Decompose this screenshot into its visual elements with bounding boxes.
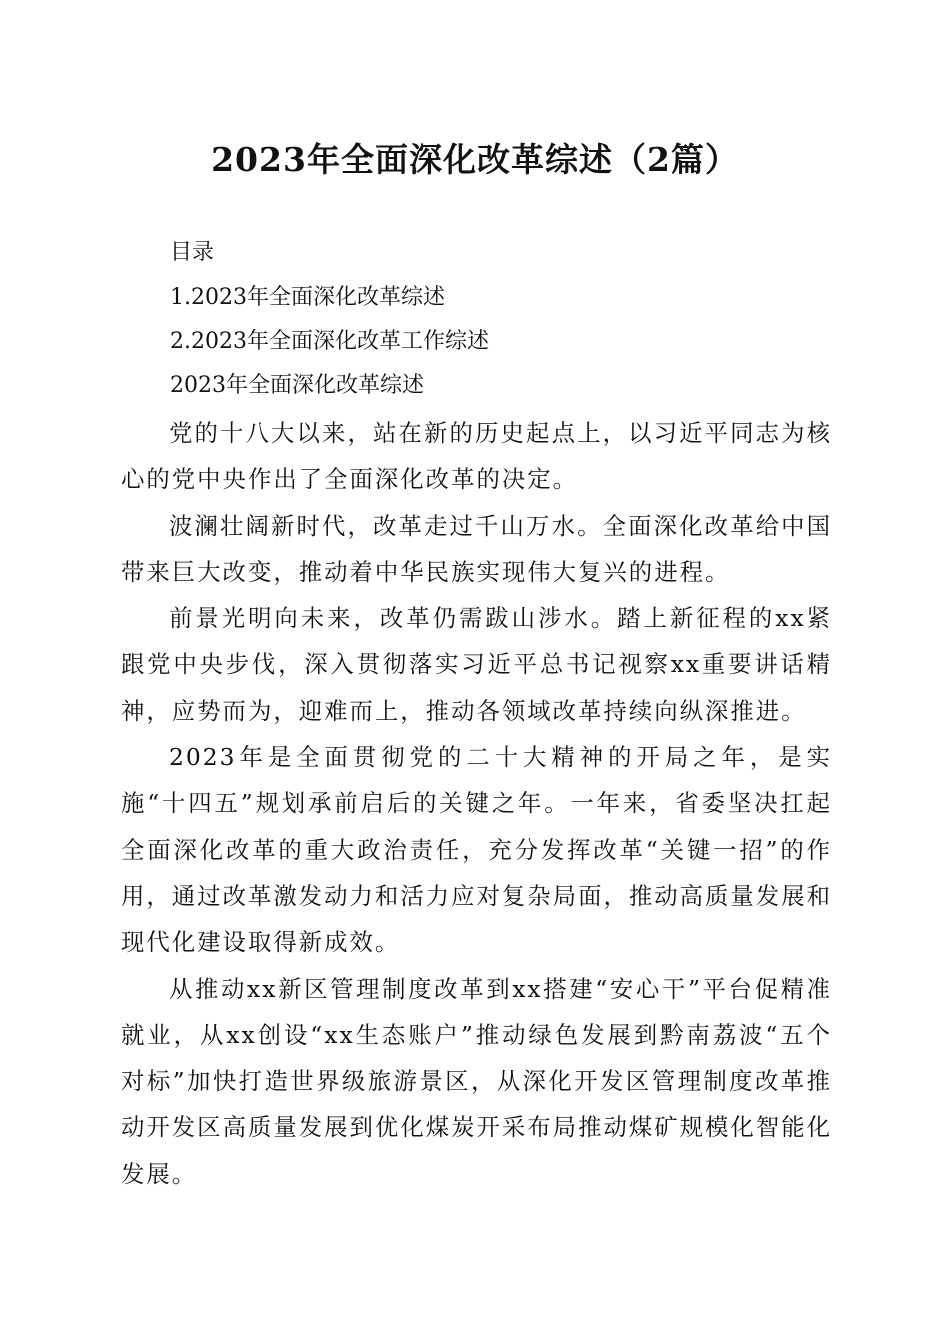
toc-heading: 目录 bbox=[170, 240, 215, 265]
paragraph: 波澜壮阔新时代，改革走过千山万水。全面深化改革给中国带来巨大改变，推动着中华民族实现伟大复兴的进程。 bbox=[121, 511, 832, 586]
section-title: 2023年全面深化改革综述 bbox=[170, 373, 424, 398]
paragraph: 党的十八大以来，站在新的历史起点上，以习近平同志为核心的党中央作出了全面深化改革的决定。 bbox=[121, 419, 832, 494]
paragraph: 前景光明向未来，改革仍需跋山涉水。踏上新征程的xx紧跟党中央步伐，深入贯彻落实习近平总书记视察xx重要讲话精神，应势而为，迎难而上，推动各领域改革持续向纵深推进。 bbox=[121, 604, 832, 725]
paragraph: 从推动xx新区管理制度改革到xx搭建“安心干”平台促精准就业，从xx创设“xx生态账户”推动绿色发展到黔南荔波“五个对标”加快打造世界级旅游景区，从深化开发区管理制度改革推动开发区高质量发展到优化煤炭开采布局推动煤矿规模化智能化发展。 bbox=[121, 974, 832, 1188]
body-text bbox=[121, 410, 832, 1197]
toc-item-2[interactable]: 2.2023年全面深化改革工作综述 bbox=[170, 329, 489, 354]
document-title: 2023年全面深化改革综述（2篇） bbox=[211, 140, 739, 179]
paragraph: 2023年是全面贯彻党的二十大精神的开局之年，是实施“十四五”规划承前启后的关键之年。一年来，省委坚决扛起全面深化改革的重大政治责任，充分发挥改革“关键一招”的作用，通过改革激发动力和活力应对复杂局面，推动高质量发展和现代化建设取得新成效。 bbox=[121, 743, 832, 957]
toc-item-1[interactable]: 1.2023年全面深化改革综述 bbox=[170, 285, 445, 310]
